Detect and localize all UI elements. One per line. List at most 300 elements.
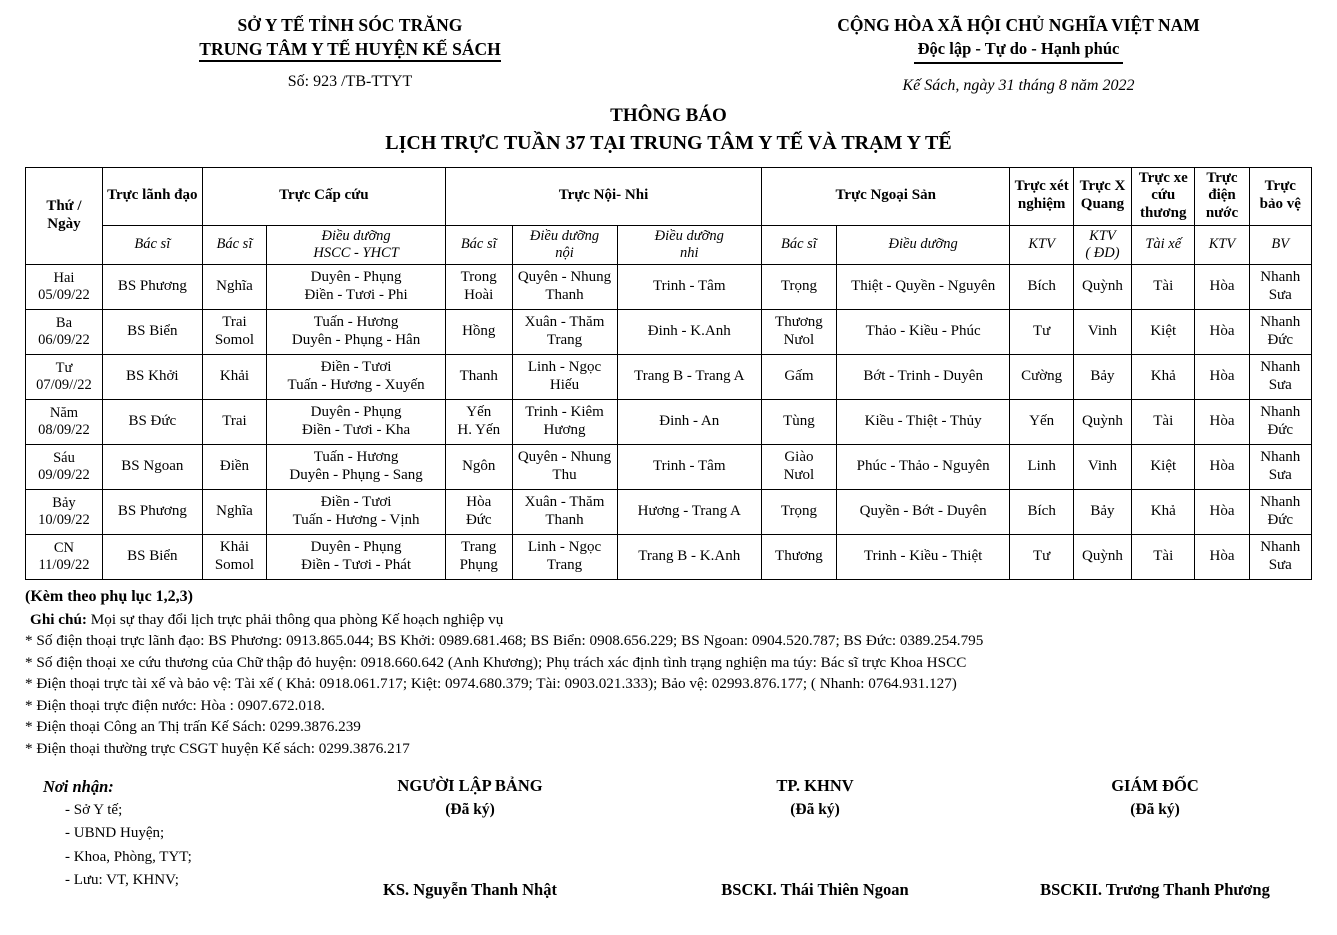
cell-security bbox=[1249, 309, 1311, 354]
cell-internal-nurse bbox=[512, 309, 617, 354]
cell-surgery-doctor bbox=[762, 534, 837, 579]
cell-emergency-doctor-line1: Trai bbox=[222, 314, 247, 331]
cell-security-line2: Đức bbox=[1267, 511, 1294, 528]
cell-xray-tech bbox=[1073, 399, 1131, 444]
cell-security bbox=[1249, 264, 1311, 309]
recipient-item: - UBND Huyện; bbox=[65, 825, 165, 842]
cell-driver-line1: Tài bbox=[1153, 277, 1174, 294]
cell-surgery-doctor-line2: Nưol bbox=[783, 331, 815, 348]
preparer-role: NGƯỜI LẬP BẢNG bbox=[397, 775, 543, 795]
general-note-text: Mọi sự thay đổi lịch trực phải thông qua phòng Kế hoạch nghiệp vụ bbox=[90, 610, 504, 628]
cell-internal-nurse-line1: Trinh - Kiêm bbox=[525, 404, 604, 421]
cell-surgery-doctor-line1: Giào bbox=[784, 449, 814, 466]
cell-surgery-nurse-line1: Thảo - Kiều - Phúc bbox=[865, 322, 981, 339]
cell-internal-nurse-line2: Hiếu bbox=[549, 376, 580, 393]
cell-day-line1: Bảy bbox=[52, 494, 76, 511]
document-number: Số: 923 /TB-TTYT bbox=[287, 73, 413, 91]
subheader-xray-tech-line2: ( ĐD) bbox=[1085, 244, 1120, 261]
signature-column-director bbox=[1025, 774, 1285, 822]
cell-emergency-nurse-line2: Tuấn - Hương - Vịnh bbox=[292, 511, 420, 528]
header-internal-pediatrics-duty: Trực Nội- Nhi bbox=[445, 167, 761, 225]
cell-internal-nurse-line2: Thanh bbox=[545, 511, 584, 528]
cell-internal-nurse bbox=[512, 399, 617, 444]
cell-driver bbox=[1132, 264, 1195, 309]
cell-xray-tech bbox=[1073, 534, 1131, 579]
cell-surgery-nurse bbox=[836, 354, 1010, 399]
header-ambulance-duty: Trực xe cứu thương bbox=[1132, 167, 1195, 225]
cell-emergency-doctor-line1: Trai bbox=[222, 412, 247, 429]
cell-internal-doctor-line1: Trang bbox=[461, 539, 497, 556]
cell-leadership-doctor bbox=[102, 444, 202, 489]
cell-emergency-nurse bbox=[267, 534, 446, 579]
subheader-security-staff: BV bbox=[1249, 225, 1311, 264]
cell-driver-line1: Khả bbox=[1150, 502, 1176, 519]
cell-utilities-tech bbox=[1195, 309, 1249, 354]
cell-lab-tech bbox=[1010, 264, 1073, 309]
cell-emergency-doctor bbox=[202, 489, 266, 534]
cell-emergency-doctor bbox=[202, 264, 266, 309]
cell-internal-nurse-line1: Xuân - Thăm bbox=[524, 314, 605, 331]
cell-pediatric-nurse-line1: Trinh - Tâm bbox=[652, 277, 726, 294]
subheader-internal-doctor: Bác sĩ bbox=[445, 225, 512, 264]
cell-pediatric-nurse-line1: Đinh - K.Anh bbox=[647, 322, 731, 339]
subheader-emergency-nurse-line1: Điều dưỡng bbox=[321, 227, 391, 244]
cell-day-line1: Năm bbox=[49, 404, 79, 421]
cell-surgery-doctor-line1: Trọng bbox=[780, 502, 817, 519]
cell-surgery-doctor bbox=[762, 489, 837, 534]
cell-internal-nurse-line2: Trang bbox=[546, 556, 583, 573]
cell-surgery-doctor bbox=[762, 264, 837, 309]
cell-surgery-doctor bbox=[762, 354, 837, 399]
cell-day-line1: Ba bbox=[55, 314, 73, 331]
cell-day-line1: Tư bbox=[55, 359, 73, 376]
cell-emergency-doctor-line1: Khải bbox=[219, 367, 250, 384]
cell-internal-nurse-line2: Thu bbox=[552, 466, 577, 483]
cell-internal-nurse bbox=[512, 264, 617, 309]
signature-column-preparer bbox=[335, 774, 605, 822]
cell-surgery-nurse bbox=[836, 399, 1010, 444]
cell-emergency-nurse-line1: Duyên - Phụng bbox=[310, 269, 402, 286]
cell-security bbox=[1249, 489, 1311, 534]
table-row bbox=[26, 399, 1312, 444]
cell-lab-tech-line1: Bích bbox=[1027, 277, 1056, 294]
table-header-group-row bbox=[26, 167, 1312, 225]
cell-emergency-doctor bbox=[202, 309, 266, 354]
khnv-head-name: BSCKI. Thái Thiên Ngoan bbox=[721, 880, 909, 899]
cell-driver-line1: Tài bbox=[1153, 412, 1174, 429]
cell-utilities-tech-line1: Hòa bbox=[1209, 457, 1235, 474]
cell-security-line2: Sưa bbox=[1268, 556, 1292, 573]
signature-column-khnv-head bbox=[695, 774, 935, 822]
cell-utilities-tech-line1: Hòa bbox=[1209, 277, 1235, 294]
country-name: CỘNG HÒA XÃ HỘI CHỦ NGHĨA VIỆT NAM bbox=[837, 15, 1200, 35]
place-and-date: Kế Sách, ngày 31 tháng 8 năm 2022 bbox=[902, 76, 1135, 94]
cell-leadership-doctor bbox=[102, 489, 202, 534]
duty-roster-table bbox=[25, 167, 1312, 580]
cell-surgery-nurse bbox=[836, 444, 1010, 489]
announcement-title: THÔNG BÁO bbox=[610, 104, 727, 126]
cell-security-line1: Nhanh bbox=[1260, 269, 1301, 286]
table-row bbox=[26, 354, 1312, 399]
cell-leadership-doctor-line1: BS Ngoan bbox=[121, 457, 184, 474]
recipient-item: - Khoa, Phòng, TYT; bbox=[65, 848, 192, 865]
subheader-driver: Tài xế bbox=[1132, 225, 1195, 264]
subheader-utilities-tech: KTV bbox=[1195, 225, 1249, 264]
cell-emergency-nurse-line2: Điền - Tươi - Phi bbox=[304, 286, 408, 303]
cell-lab-tech-line1: Bích bbox=[1027, 502, 1056, 519]
cell-emergency-nurse-line2: Tuấn - Hương - Xuyến bbox=[287, 376, 425, 393]
national-heading-block bbox=[700, 14, 1337, 95]
cell-leadership-doctor bbox=[102, 309, 202, 354]
cell-pediatric-nurse-line1: Trang B - K.Anh bbox=[638, 547, 741, 564]
cell-internal-nurse-line1: Linh - Ngọc bbox=[527, 539, 602, 556]
cell-day bbox=[26, 489, 103, 534]
cell-utilities-tech-line1: Hòa bbox=[1209, 322, 1235, 339]
cell-security-line2: Sưa bbox=[1268, 286, 1292, 303]
cell-surgery-nurse-line1: Thiệt - Quyền - Nguyên bbox=[851, 277, 996, 294]
header-security-duty: Trực bảo vệ bbox=[1249, 167, 1311, 225]
cell-leadership-doctor bbox=[102, 354, 202, 399]
cell-internal-nurse-line1: Quyên - Nhung bbox=[517, 269, 612, 286]
cell-surgery-doctor bbox=[762, 444, 837, 489]
table-row bbox=[26, 489, 1312, 534]
header-surgery-obstetrics-duty: Trực Ngoại Sản bbox=[762, 167, 1010, 225]
cell-xray-tech bbox=[1073, 264, 1131, 309]
general-note-line bbox=[25, 609, 1312, 631]
subheader-internal-nurse bbox=[512, 225, 617, 264]
cell-surgery-nurse-line1: Kiều - Thiệt - Thủy bbox=[864, 412, 982, 429]
cell-security-line1: Nhanh bbox=[1260, 449, 1301, 466]
cell-internal-nurse-line1: Linh - Ngọc bbox=[527, 359, 602, 376]
cell-lab-tech-line1: Tư bbox=[1033, 547, 1051, 564]
cell-emergency-doctor bbox=[202, 354, 266, 399]
subheader-xray-tech bbox=[1073, 225, 1131, 264]
cell-emergency-nurse bbox=[267, 444, 446, 489]
general-note-label: Ghi chú: bbox=[30, 610, 87, 628]
cell-internal-doctor-line2: H. Yến bbox=[457, 421, 501, 438]
document-header bbox=[0, 0, 1337, 95]
cell-internal-nurse-line2: Hương bbox=[543, 421, 586, 438]
cell-pediatric-nurse bbox=[617, 399, 762, 444]
cell-xray-tech-line1: Vinh bbox=[1087, 457, 1118, 474]
cell-driver-line1: Kiệt bbox=[1150, 322, 1177, 339]
national-motto: Độc lập - Tự do - Hạnh phúc bbox=[914, 38, 1124, 64]
cell-lab-tech bbox=[1010, 444, 1073, 489]
signatory-names-row bbox=[25, 880, 1312, 910]
cell-day bbox=[26, 534, 103, 579]
table-row bbox=[26, 264, 1312, 309]
cell-day bbox=[26, 354, 103, 399]
cell-emergency-nurse-line2: Điền - Tươi - Phát bbox=[301, 556, 412, 573]
cell-internal-nurse-line1: Xuân - Thăm bbox=[524, 494, 605, 511]
preparer-signed-mark: (Đã ký) bbox=[445, 801, 495, 819]
cell-surgery-doctor-line2: Nưol bbox=[783, 466, 815, 483]
cell-internal-nurse bbox=[512, 534, 617, 579]
cell-pediatric-nurse-line1: Hương - Trang A bbox=[637, 502, 741, 519]
cell-internal-doctor-line1: Ngôn bbox=[462, 457, 496, 474]
cell-leadership-doctor-line1: BS Biển bbox=[127, 322, 178, 339]
cell-utilities-tech bbox=[1195, 354, 1249, 399]
cell-surgery-nurse bbox=[836, 309, 1010, 354]
note-line: * Điện thoại Công an Thị trấn Kế Sách: 0299.3876.239 bbox=[25, 718, 361, 736]
duty-roster-table-container bbox=[25, 167, 1312, 580]
cell-internal-doctor-line1: Thanh bbox=[459, 367, 498, 384]
subheader-emergency-doctor: Bác sĩ bbox=[202, 225, 266, 264]
subheader-internal-nurse-line2: nội bbox=[555, 244, 574, 261]
cell-surgery-nurse bbox=[836, 264, 1010, 309]
cell-security bbox=[1249, 354, 1311, 399]
cell-security-line2: Đức bbox=[1267, 331, 1294, 348]
cell-day bbox=[26, 264, 103, 309]
subheader-lab-tech: KTV bbox=[1010, 225, 1073, 264]
cell-surgery-nurse bbox=[836, 534, 1010, 579]
cell-leadership-doctor-line1: BS Phương bbox=[117, 502, 187, 519]
cell-lab-tech bbox=[1010, 354, 1073, 399]
cell-day-line2: 10/09/22 bbox=[38, 511, 90, 528]
cell-emergency-nurse bbox=[267, 354, 446, 399]
cell-internal-nurse bbox=[512, 354, 617, 399]
subheader-pediatric-nurse-line1: Điều dưỡng bbox=[654, 227, 724, 244]
cell-lab-tech bbox=[1010, 399, 1073, 444]
cell-xray-tech bbox=[1073, 489, 1131, 534]
cell-pediatric-nurse-line1: Trinh - Tâm bbox=[652, 457, 726, 474]
cell-internal-nurse bbox=[512, 444, 617, 489]
cell-utilities-tech-line1: Hòa bbox=[1209, 502, 1235, 519]
cell-driver-line1: Khả bbox=[1150, 367, 1176, 384]
cell-security-line1: Nhanh bbox=[1260, 404, 1301, 421]
cell-lab-tech-line1: Yến bbox=[1029, 412, 1055, 429]
cell-leadership-doctor-line1: BS Phương bbox=[117, 277, 187, 294]
note-line: * Điện thoại trực điện nước: Hòa : 0907.672.018. bbox=[25, 696, 325, 714]
cell-xray-tech-line1: Quỳnh bbox=[1082, 547, 1123, 564]
cell-emergency-nurse-line1: Tuấn - Hương bbox=[313, 449, 399, 466]
cell-internal-doctor bbox=[445, 489, 512, 534]
cell-lab-tech-line1: Linh bbox=[1027, 457, 1056, 474]
note-line: * Số điện thoại xe cứu thương của Chữ thập đỏ huyện: 0918.660.642 (Anh Khương); Phụ trách xác định tình trạng nghiện ma túy: Bác sĩ trực Khoa HSCC bbox=[25, 653, 967, 671]
cell-internal-doctor bbox=[445, 354, 512, 399]
cell-lab-tech bbox=[1010, 489, 1073, 534]
cell-emergency-doctor bbox=[202, 444, 266, 489]
header-utilities-duty: Trực điện nước bbox=[1195, 167, 1249, 225]
cell-lab-tech-line1: Cường bbox=[1021, 367, 1063, 384]
cell-internal-doctor bbox=[445, 309, 512, 354]
cell-security-line2: Đức bbox=[1267, 421, 1294, 438]
cell-pediatric-nurse bbox=[617, 309, 762, 354]
cell-internal-doctor-line1: Hồng bbox=[462, 322, 496, 339]
cell-pediatric-nurse bbox=[617, 489, 762, 534]
cell-day-line2: 07/09//22 bbox=[36, 376, 92, 393]
cell-xray-tech-line1: Bảy bbox=[1090, 367, 1115, 384]
cell-driver bbox=[1132, 354, 1195, 399]
cell-xray-tech-line1: Quỳnh bbox=[1082, 277, 1123, 294]
cell-xray-tech bbox=[1073, 354, 1131, 399]
cell-surgery-doctor-line1: Tùng bbox=[783, 412, 815, 429]
cell-emergency-doctor bbox=[202, 534, 266, 579]
subheader-internal-nurse-line1: Điều dưỡng bbox=[529, 227, 600, 244]
cell-emergency-nurse bbox=[267, 489, 446, 534]
cell-emergency-nurse bbox=[267, 399, 446, 444]
cell-internal-nurse-line2: Thanh bbox=[545, 286, 584, 303]
cell-emergency-nurse bbox=[267, 309, 446, 354]
cell-emergency-nurse-line1: Điền - Tươi bbox=[320, 494, 392, 511]
cell-emergency-nurse-line2: Điền - Tươi - Kha bbox=[301, 421, 411, 438]
subheader-emergency-nurse-line2: HSCC - YHCT bbox=[313, 244, 399, 261]
cell-driver bbox=[1132, 309, 1195, 354]
khnv-head-signed-mark: (Đã ký) bbox=[790, 801, 840, 819]
cell-surgery-doctor bbox=[762, 399, 837, 444]
subheader-pediatric-nurse-line2: nhi bbox=[679, 244, 699, 261]
cell-pediatric-nurse-line1: Trang B - Trang A bbox=[634, 367, 745, 384]
cell-surgery-doctor-line1: Trọng bbox=[780, 277, 817, 294]
cell-driver-line1: Kiệt bbox=[1150, 457, 1177, 474]
cell-internal-doctor-line1: Trong bbox=[460, 269, 497, 286]
cell-surgery-nurse-line1: Phúc - Thảo - Nguyên bbox=[856, 457, 990, 474]
cell-utilities-tech-line1: Hòa bbox=[1209, 547, 1235, 564]
cell-internal-doctor-line2: Đức bbox=[465, 511, 492, 528]
cell-day-line1: Hai bbox=[53, 269, 75, 286]
header-emergency-duty: Trực Cấp cứu bbox=[202, 167, 445, 225]
recipient-item: - Sở Y tế; bbox=[65, 802, 123, 819]
cell-security-line1: Nhanh bbox=[1260, 314, 1301, 331]
cell-day-line1: CN bbox=[53, 539, 75, 556]
cell-surgery-nurse bbox=[836, 489, 1010, 534]
cell-security-line1: Nhanh bbox=[1260, 359, 1301, 376]
table-header-sub-row bbox=[26, 225, 1312, 264]
director-role: GIÁM ĐỐC bbox=[1111, 775, 1199, 795]
recipient-item: - Lưu: VT, KHNV; bbox=[65, 871, 179, 888]
cell-driver bbox=[1132, 534, 1195, 579]
cell-driver bbox=[1132, 444, 1195, 489]
cell-driver bbox=[1132, 489, 1195, 534]
subheader-xray-tech-line1: KTV bbox=[1089, 227, 1116, 244]
cell-internal-doctor bbox=[445, 399, 512, 444]
cell-day-line2: 11/09/22 bbox=[38, 556, 90, 573]
recipients-list bbox=[43, 799, 192, 892]
cell-emergency-nurse bbox=[267, 264, 446, 309]
duty-roster-body bbox=[26, 264, 1312, 579]
director-name: BSCKII. Trương Thanh Phương bbox=[1040, 880, 1270, 899]
cell-leadership-doctor bbox=[102, 399, 202, 444]
cell-pediatric-nurse-line1: Đinh - An bbox=[659, 412, 720, 429]
cell-utilities-tech-line1: Hòa bbox=[1209, 367, 1235, 384]
note-line: * Điện thoại trực tài xế và bảo vệ: Tài xế ( Khả: 0918.061.717; Kiệt: 0974.680.379; Tài: 0903.021.333); Bảo vệ: 02993.876.177; ( Nhanh: 0764.931.127) bbox=[25, 675, 957, 693]
cell-surgery-doctor-line1: Thương bbox=[775, 547, 823, 564]
cell-utilities-tech-line1: Hòa bbox=[1209, 412, 1235, 429]
cell-day-line2: 09/09/22 bbox=[38, 466, 90, 483]
cell-security-line1: Nhanh bbox=[1260, 494, 1301, 511]
subheader-surgery-doctor: Bác sĩ bbox=[762, 225, 837, 264]
cell-emergency-doctor-line2: Somol bbox=[214, 556, 255, 573]
cell-internal-nurse-line2: Trang bbox=[546, 331, 583, 348]
cell-pediatric-nurse bbox=[617, 534, 762, 579]
subheader-surgery-nurse: Điều dưỡng bbox=[836, 225, 1010, 264]
district-health-center: TRUNG TÂM Y TẾ HUYỆN KẾ SÁCH bbox=[199, 38, 500, 62]
cell-day-line1: Sáu bbox=[53, 449, 75, 466]
cell-internal-doctor-line1: Yến bbox=[466, 404, 492, 421]
cell-xray-tech-line1: Vinh bbox=[1087, 322, 1118, 339]
cell-leadership-doctor bbox=[102, 534, 202, 579]
khnv-head-role: TP. KHNV bbox=[776, 775, 854, 795]
cell-emergency-nurse-line1: Duyên - Phụng bbox=[310, 539, 402, 556]
subheader-leadership-doctor: Bác sĩ bbox=[102, 225, 202, 264]
cell-internal-doctor bbox=[445, 264, 512, 309]
cell-emergency-doctor-line1: Nghĩa bbox=[216, 277, 253, 294]
cell-surgery-doctor-line1: Gấm bbox=[784, 367, 814, 384]
cell-emergency-nurse-line1: Duyên - Phụng bbox=[310, 404, 402, 421]
cell-security-line2: Sưa bbox=[1268, 466, 1292, 483]
notes-section bbox=[25, 586, 1312, 760]
cell-utilities-tech bbox=[1195, 489, 1249, 534]
cell-internal-doctor-line2: Phụng bbox=[459, 556, 498, 573]
cell-pediatric-nurse bbox=[617, 264, 762, 309]
cell-day-line2: 08/09/22 bbox=[38, 421, 90, 438]
cell-pediatric-nurse bbox=[617, 354, 762, 399]
cell-emergency-doctor-line1: Khải bbox=[219, 539, 250, 556]
header-xray-duty: Trực X Quang bbox=[1073, 167, 1131, 225]
table-row bbox=[26, 309, 1312, 354]
preparer-name: KS. Nguyễn Thanh Nhật bbox=[383, 880, 557, 899]
cell-internal-doctor bbox=[445, 534, 512, 579]
header-lab-duty: Trực xét nghiệm bbox=[1010, 167, 1073, 225]
cell-utilities-tech bbox=[1195, 264, 1249, 309]
cell-leadership-doctor bbox=[102, 264, 202, 309]
cell-emergency-doctor bbox=[202, 399, 266, 444]
cell-emergency-nurse-line2: Duyên - Phụng - Hân bbox=[291, 331, 421, 348]
province-health-department: SỞ Y TẾ TỈNH SÓC TRĂNG bbox=[237, 15, 463, 35]
director-signed-mark: (Đã ký) bbox=[1130, 801, 1180, 819]
cell-day bbox=[26, 309, 103, 354]
cell-surgery-doctor bbox=[762, 309, 837, 354]
subheader-pediatric-nurse bbox=[617, 225, 762, 264]
cell-emergency-nurse-line1: Tuấn - Hương bbox=[313, 314, 399, 331]
cell-pediatric-nurse bbox=[617, 444, 762, 489]
cell-lab-tech bbox=[1010, 309, 1073, 354]
cell-surgery-nurse-line1: Trinh - Kiều - Thiệt bbox=[863, 547, 983, 564]
cell-security-line1: Nhanh bbox=[1260, 539, 1301, 556]
cell-emergency-doctor-line2: Somol bbox=[214, 331, 255, 348]
header-leadership-duty: Trực lãnh đạo bbox=[102, 167, 202, 225]
cell-surgery-doctor-line1: Thương bbox=[775, 314, 823, 331]
cell-security bbox=[1249, 444, 1311, 489]
cell-emergency-nurse-line1: Điền - Tươi bbox=[320, 359, 392, 376]
cell-emergency-nurse-line2: Duyên - Phụng - Sang bbox=[289, 466, 423, 483]
schedule-subtitle: LỊCH TRỰC TUẦN 37 TẠI TRUNG TÂM Y TẾ VÀ TRẠM Y TẾ bbox=[385, 131, 952, 154]
cell-utilities-tech bbox=[1195, 534, 1249, 579]
cell-security-line2: Sưa bbox=[1268, 376, 1292, 393]
cell-internal-doctor-line2: Hoài bbox=[464, 286, 494, 303]
cell-security bbox=[1249, 399, 1311, 444]
cell-surgery-nurse-line1: Quyền - Bớt - Duyên bbox=[859, 502, 987, 519]
cell-internal-nurse-line1: Quyên - Nhung bbox=[517, 449, 612, 466]
cell-utilities-tech bbox=[1195, 444, 1249, 489]
subheader-emergency-nurse bbox=[267, 225, 446, 264]
cell-xray-tech bbox=[1073, 309, 1131, 354]
cell-xray-tech-line1: Bảy bbox=[1090, 502, 1115, 519]
table-row bbox=[26, 534, 1312, 579]
cell-emergency-doctor-line1: Điền bbox=[219, 457, 250, 474]
cell-leadership-doctor-line1: BS Biển bbox=[127, 547, 178, 564]
cell-utilities-tech bbox=[1195, 399, 1249, 444]
note-line: * Điện thoại thường trực CSGT huyện Kế sách: 0299.3876.217 bbox=[25, 740, 410, 757]
document-title-block bbox=[0, 103, 1337, 157]
cell-security bbox=[1249, 534, 1311, 579]
cell-internal-nurse bbox=[512, 489, 617, 534]
attachment-note: (Kèm theo phụ lục 1,2,3) bbox=[25, 587, 193, 605]
cell-lab-tech-line1: Tư bbox=[1033, 322, 1051, 339]
cell-internal-doctor bbox=[445, 444, 512, 489]
cell-internal-doctor-line1: Hòa bbox=[466, 494, 492, 511]
cell-lab-tech bbox=[1010, 534, 1073, 579]
